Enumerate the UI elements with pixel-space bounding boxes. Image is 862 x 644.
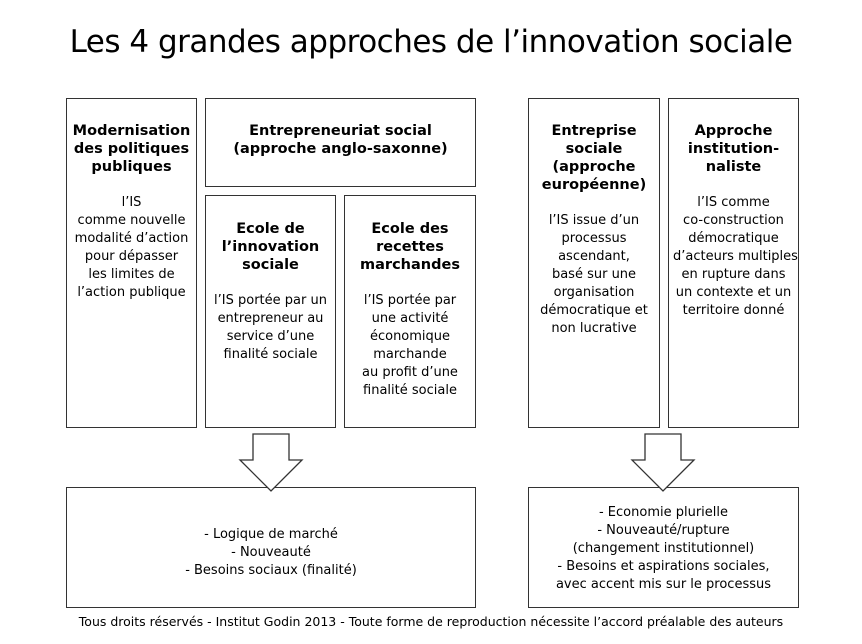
body-line: les limites de	[88, 267, 175, 282]
body-line: au profit d’une	[362, 365, 458, 380]
result-line: - Besoins et aspirations sociales,	[557, 559, 770, 574]
heading-line: des politiques	[73, 141, 190, 157]
heading-line: sociale	[565, 141, 623, 157]
box-entrepreneuriat-social	[205, 98, 476, 187]
heading-line: Entreprise	[551, 123, 637, 139]
body-line: ascendant,	[558, 249, 630, 264]
body-line: d’acteurs multiples	[673, 249, 798, 264]
body-line: finalité sociale	[363, 383, 457, 398]
heading-line: publiques	[91, 159, 172, 175]
body-line: l’IS comme	[697, 195, 770, 210]
copyright-footer: Tous droits réservés - Institut Godin 2013 - Toute forme de reproduction nécessite l’accord préalable des auteurs	[78, 614, 784, 629]
result-line: - Economie plurielle	[598, 505, 729, 520]
result-line: (changement institutionnel)	[572, 541, 755, 556]
heading-line: européenne)	[541, 177, 647, 193]
body-line: entrepreneur au	[217, 311, 324, 326]
body-line: l’IS issue d’un	[548, 213, 640, 228]
heading-line: institution-	[687, 141, 780, 157]
body-line: l’action publique	[77, 285, 186, 300]
box-heading	[210, 220, 331, 274]
heading-line: recettes	[376, 239, 444, 255]
body-line: organisation	[553, 285, 635, 300]
body-line: territoire donné	[682, 303, 785, 318]
result-line: avec accent mis sur le processus	[555, 577, 772, 592]
box-approche-institutionnaliste	[668, 98, 799, 428]
box-heading	[533, 122, 655, 194]
body-line: co-construction	[683, 213, 784, 228]
body-line: l’IS portée par	[363, 293, 457, 308]
box-ecole-recettes-marchandes	[344, 195, 476, 428]
box-body	[71, 194, 192, 302]
heading-line: Ecole des	[371, 221, 449, 237]
box-heading	[71, 122, 192, 176]
heading-line: Entrepreneuriat social	[249, 123, 432, 139]
body-line: l’IS portée par un	[214, 293, 327, 308]
body-line: pour dépasser	[84, 249, 179, 264]
body-line: un contexte et un	[675, 285, 792, 300]
heading-line: sociale	[242, 257, 299, 273]
body-line: service d’une	[226, 329, 315, 344]
heading-line: naliste	[705, 159, 762, 175]
heading-line: Modernisation	[72, 123, 191, 139]
box-body	[210, 292, 331, 364]
result-line: - Logique de marché	[204, 527, 338, 542]
body-line: finalité sociale	[223, 347, 318, 362]
down-arrow-icon	[238, 433, 304, 493]
box-heading	[349, 220, 471, 274]
box-entreprise-sociale	[528, 98, 660, 428]
result-line: - Besoins sociaux (finalité)	[185, 563, 357, 578]
body-line: basé sur une	[551, 267, 637, 282]
body-line: démocratique	[688, 231, 779, 246]
heading-line: (approche	[552, 159, 636, 175]
body-line: l’IS	[121, 195, 142, 210]
body-line: non lucrative	[551, 321, 637, 336]
heading-line: (approche anglo-saxonne)	[233, 141, 448, 157]
heading-line: Approche	[694, 123, 773, 139]
body-line: économique	[369, 329, 451, 344]
page-title: Les 4 grandes approches de l’innovation sociale	[69, 24, 793, 60]
heading-line: marchandes	[360, 257, 460, 273]
body-line: processus	[561, 231, 627, 246]
body-line: démocratique et	[540, 303, 648, 318]
result-line: - Nouveauté	[231, 545, 311, 560]
heading-line: Ecole de	[236, 221, 305, 237]
body-line: marchande	[373, 347, 447, 362]
box-body	[673, 194, 798, 320]
body-line: une activité	[371, 311, 449, 326]
box-modernisation-politiques-publiques	[66, 98, 197, 428]
body-line: en rupture dans	[681, 267, 786, 282]
result-line: - Nouveauté/rupture	[597, 523, 730, 538]
box-result-right	[528, 487, 799, 608]
box-body	[349, 292, 471, 400]
box-heading	[673, 122, 794, 176]
box-heading	[210, 122, 471, 158]
body-line: comme nouvelle	[77, 213, 186, 228]
box-result-left	[66, 487, 476, 608]
body-line: modalité d’action	[74, 231, 189, 246]
box-ecole-innovation-sociale	[205, 195, 336, 428]
down-arrow-icon	[630, 433, 696, 493]
box-body	[533, 212, 655, 338]
heading-line: l’innovation	[221, 239, 320, 255]
